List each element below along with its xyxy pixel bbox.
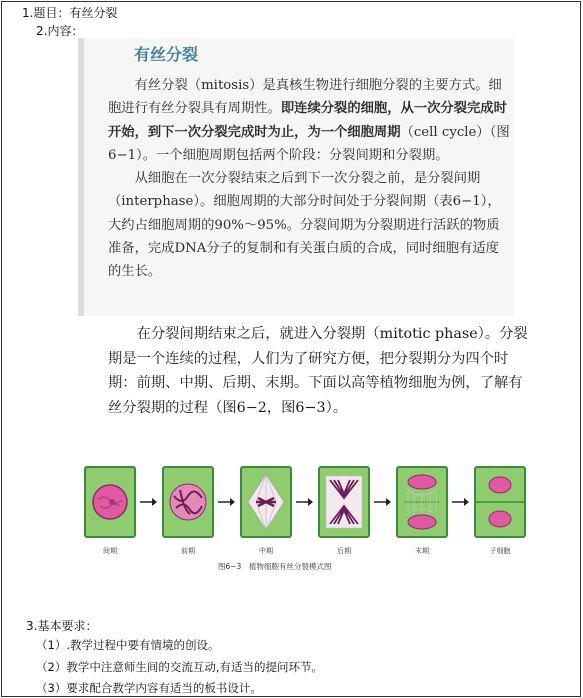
excerpt-side-bar [78,38,84,316]
arrow-icon [140,497,158,507]
arrow-icon [374,497,392,507]
cell-interphase [84,466,136,538]
topic-line: 1.题目：有丝分裂 [22,6,118,20]
cell-daughter-cells [474,466,526,538]
stage-label: 子细胞 [489,547,511,555]
stage-label: 末期 [415,547,429,555]
requirement-item: （3）要求配合教学内容有适当的板书设计。 [36,681,262,695]
mitosis-figure [78,460,534,580]
requirements-heading: 3.基本要求： [26,619,98,633]
p1-bold-definition: 即连续分裂的细胞，从一次分裂完成时开始，到下一次分裂完成时为止，为一个细胞周期 [108,101,507,140]
content-label: 2.内容： [36,24,84,38]
p1-text-a: 有丝分裂（mitosis）是真核生物进行细胞分裂的主要方式。细胞进行有丝分裂具有周期性。 [108,78,502,117]
textbook-paragraph-2: 从细胞在一次分裂结束之后到下一次分裂之前，是分裂间期（interphase）。细胞周期的大部分时间处于分裂间期（表6−1），大约占细胞周期的90%～95%。分裂间期为分裂期进行活跃的物质准备，完成DNA分子的复制和有关蛋白质的合成，同时细胞有适度的生长。 [108,171,501,280]
textbook-excerpt [78,38,514,316]
requirement-item: （1）.教学过程中要有情境的创设。 [36,638,220,652]
arrow-icon [296,497,314,507]
cell-metaphase [240,466,292,538]
interphase-nucleus-icon [86,468,134,536]
stage-label: 后期 [337,547,351,555]
requirement-item: （2）教学中注意师生间的交流互动,有适当的提问环节。 [36,660,323,674]
textbook-paragraph-1 [108,74,510,167]
textbook-section-title: 有丝分裂 [134,45,199,64]
cell-telophase [396,466,448,538]
cell-prophase [162,466,214,538]
textbook-body [108,74,510,284]
stage-label: 间期 [103,547,117,555]
arrow-icon [218,497,236,507]
metaphase-spindle-icon [242,468,290,536]
stage-label: 中期 [259,547,273,555]
stage-label: 前期 [181,547,195,555]
mitotic-phase-text: 在分裂间期结束之后，就进入分裂期（mitotic phase）。分裂期是一个连续的过程，人们为了研究方便，把分裂期分为四个时期：前期、中期、后期、末期。下面以高等植物细胞为例，了解有丝分裂期的过程（图6−2，图6−3）。 [108,326,528,416]
cell-anaphase [318,466,370,538]
anaphase-chromosomes-icon [320,468,368,536]
arrow-icon [452,497,470,507]
figure-caption: 图6−3 植物细胞有丝分裂模式图 [218,562,332,571]
daughter-cells-icon [476,468,524,536]
telophase-nuclei-icon [398,468,446,536]
p1-text-b: （cell cycle）（图6−1）。一个细胞周期包括两个阶段：分裂间期和分裂期。 [108,124,510,163]
prophase-nucleus-icon [164,468,212,536]
mitotic-phase-paragraph [108,322,528,420]
